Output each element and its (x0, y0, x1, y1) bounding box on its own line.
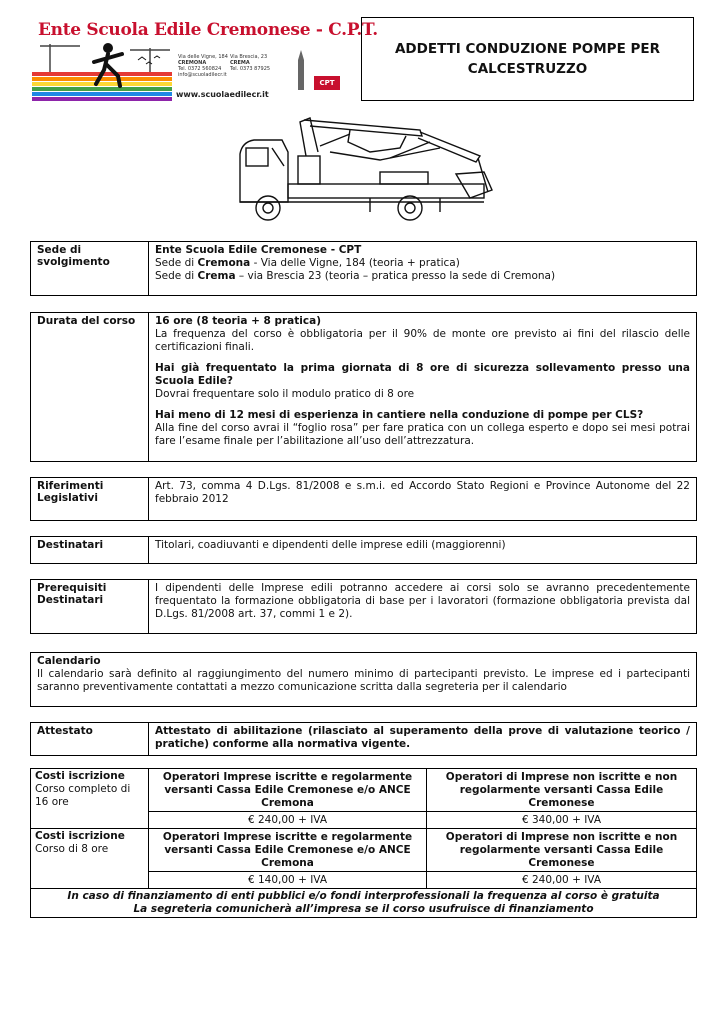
costi-16h-col-iscritte: Operatori Imprese iscritte e regolarmente versanti Cassa Edile Cremonese e/o ANCE Cremona (149, 769, 427, 812)
section-attestato (30, 722, 697, 756)
sede-org: Ente Scuola Edile Cremonese - CPT (155, 244, 362, 256)
durata-question-1: Hai già frequentato la prima giornata di 8 ore di sicurezza sollevamento presso una Scuola Edile? (155, 362, 690, 387)
costi-note-1: In caso di finanziamento di enti pubblici e/o fondi interprofessionali la frequenza al corso è gratuita (67, 890, 660, 902)
costi-note (31, 889, 697, 918)
logo-cpt-badge: CPT (314, 76, 340, 90)
riferimenti-text: Art. 73, comma 4 D.Lgs. 81/2008 e s.m.i. ed Accordo Stato Regioni e Province Autonome del 22 febbraio 2012 (155, 480, 690, 505)
destinatari-label: Destinatari (31, 537, 149, 563)
calendario-text: Il calendario sarà definito al raggiungimento del numero minimo di partecipanti previsto. Le imprese ed i partecipanti saranno preventivamente contattati a mezzo comunicazione scritta dalla segreteria per il calendario (37, 668, 690, 693)
costi-8h-col-non-iscritte: Operatori di Imprese non iscritte e non regolarmente versanti Cassa Edile Cremonese (427, 829, 697, 872)
costi-16h-col-non-iscritte: Operatori di Imprese non iscritte e non regolarmente versanti Cassa Edile Cremonese (427, 769, 697, 812)
table-row (31, 769, 697, 812)
document-title (361, 17, 694, 101)
durata-content (149, 313, 696, 461)
destinatari-text: Titolari, coadiuvanti e dipendenti delle imprese edili (maggiorenni) (155, 539, 506, 551)
logo-address-cremona: Via delle Vigne, 184 CREMONA Tel. 0372 560824 info@scuoladilecr.it (178, 54, 228, 78)
riferimenti-label: Riferimenti Legislativi (31, 478, 149, 520)
sede-crema: Sede di Crema – via Brescia 23 (teoria – pratica presso la sede di Cremona) (155, 270, 556, 282)
concrete-pump-truck-illustration (230, 112, 500, 228)
durata-question-2: Hai meno di 12 mesi di esperienza in cantiere nella conduzione di pompe per CLS? (155, 409, 644, 421)
durata-hours: 16 ore (8 teoria + 8 pratica) (155, 315, 321, 327)
title-line-1: ADDETTI CONDUZIONE POMPE PER (394, 41, 661, 57)
costi-16h-price-non-iscritte: € 340,00 + IVA (427, 812, 697, 829)
durata-label: Durata del corso (31, 313, 149, 461)
attestato-text: Attestato di abilitazione (rilasciato al superamento della prove di valutazione teorico / pratiche) conforme alla normativa vigente. (155, 725, 690, 750)
durata-frequency: La frequenza del corso è obbligatoria per il 90% de monte ore previsto ai fini del rilascio delle certificazioni finali. (155, 328, 690, 353)
table-row (31, 889, 697, 918)
section-costi (30, 768, 697, 918)
section-riferimenti (30, 477, 697, 521)
costi-note-2: La segreteria comunicherà all’impresa se il corso usufruisce di finanziamento (133, 903, 594, 915)
section-durata (30, 312, 697, 462)
costi-16h-label: Costi iscrizione Corso completo di 16 ore (31, 769, 149, 829)
section-prerequisiti (30, 579, 697, 634)
section-sede (30, 241, 697, 296)
logo-website: www.scuolaedilecr.it (176, 90, 269, 99)
attestato-label: Attestato (31, 723, 149, 755)
durata-answer-1: Dovrai frequentare solo il modulo pratico di 8 ore (155, 388, 415, 400)
costi-table (30, 768, 697, 918)
costi-16h-price-iscritte: € 240,00 + IVA (149, 812, 427, 829)
sede-cremona: Sede di Cremona - Via delle Vigne, 184 (teoria + pratica) (155, 257, 460, 269)
prerequisiti-label: Prerequisiti Destinatari (31, 580, 149, 633)
calendario-label: Calendario (37, 655, 101, 667)
table-row (31, 829, 697, 872)
section-destinatari (30, 536, 697, 564)
sede-label: Sede di svolgimento (31, 242, 149, 295)
section-calendario (30, 652, 697, 707)
sede-content (149, 242, 696, 295)
durata-answer-2: Alla fine del corso avrai il “foglio rosa” per fare pratica con un collega esperto e dopo sei mesi potrai fare l’esame finale per l’abilitazione all’uso dell’attrezzatura. (155, 422, 690, 447)
title-line-2: CALCESTRUZZO (467, 61, 588, 77)
costi-8h-label: Costi iscrizione Corso di 8 ore (31, 829, 149, 889)
prerequisiti-text: I dipendenti delle Imprese edili potranno accedere ai corsi solo se avranno precedentemente frequentato la formazione obbligatoria di base per i lavoratori (formazione obbligatoria prevista dal D.Lgs. 81/2008 art. 37, commi 1 e 2). (155, 582, 690, 620)
logo-title: Ente Scuola Edile Cremonese - C.P.T. (38, 20, 378, 40)
logo (30, 14, 378, 102)
logo-address-crema: Via Brescia, 23 CREMA Tel. 0373 87925 (230, 54, 271, 72)
costi-8h-price-iscritte: € 140,00 + IVA (149, 872, 427, 889)
costi-8h-col-iscritte: Operatori Imprese iscritte e regolarmente versanti Cassa Edile Cremonese e/o ANCE Cremona (149, 829, 427, 872)
costi-8h-price-non-iscritte: € 240,00 + IVA (427, 872, 697, 889)
